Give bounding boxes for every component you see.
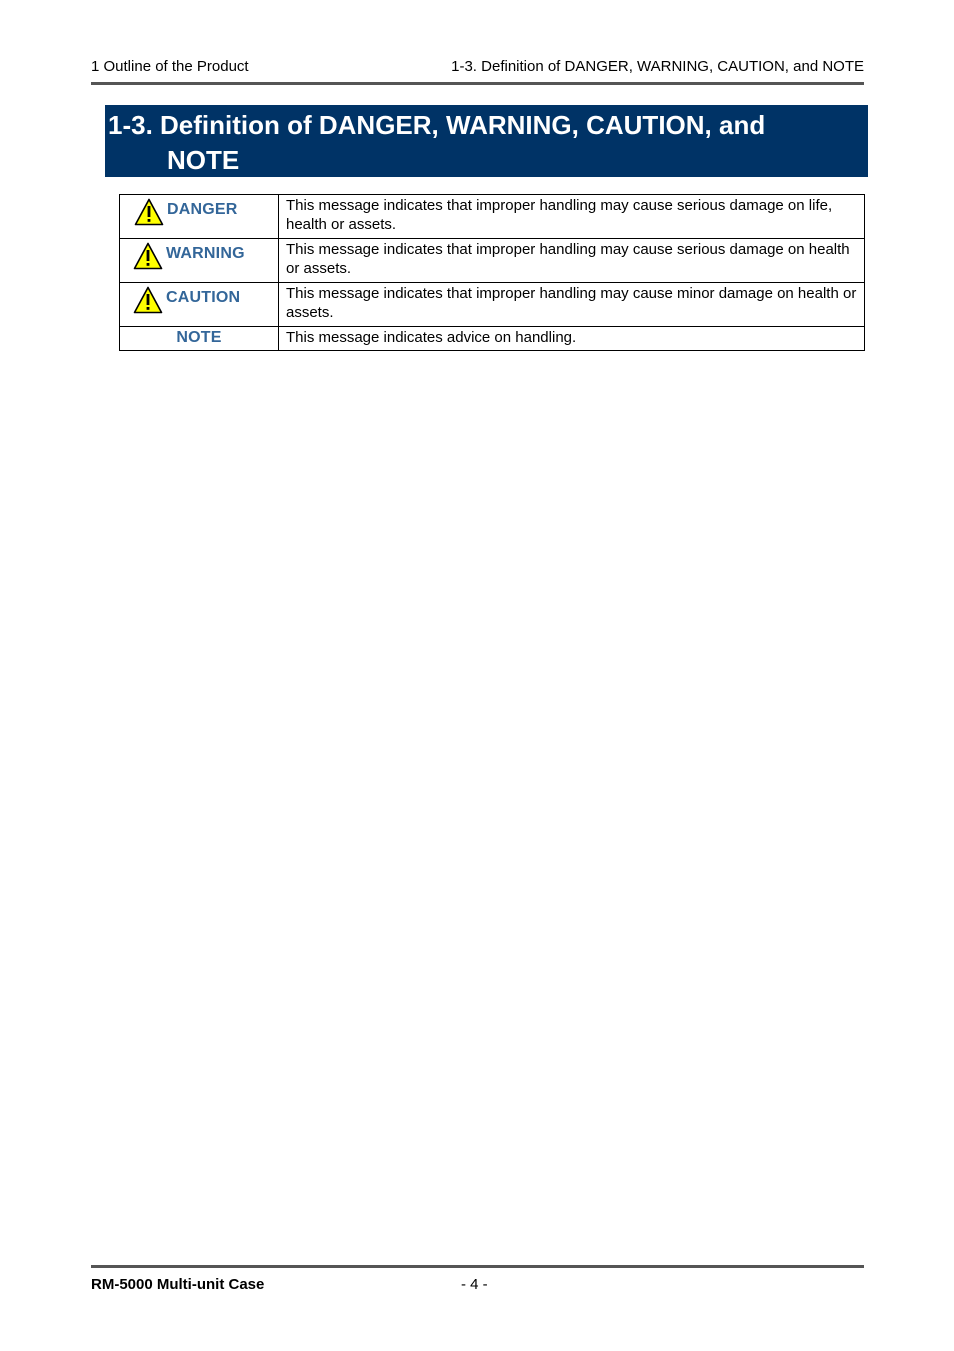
definitions-table <box>119 194 865 351</box>
label-cell-caution <box>120 283 279 327</box>
table-row <box>120 239 865 283</box>
warning-triangle-icon <box>133 242 163 270</box>
section-title-band <box>105 105 868 177</box>
label-cell-danger <box>120 195 279 239</box>
description-warning: This message indicates that improper handling may cause serious damage on health or assets. <box>279 239 865 283</box>
footer-product-name: RM-5000 Multi-unit Case <box>91 1276 265 1293</box>
warning-triangle-icon <box>134 198 164 226</box>
label-cell-warning <box>120 239 279 283</box>
table-row <box>120 195 865 239</box>
label-note: NOTE <box>176 329 222 346</box>
description-note: This message indicates advice on handling. <box>279 327 865 351</box>
description-danger: This message indicates that improper handling may cause serious damage on life, health or assets. <box>279 195 865 239</box>
running-header-chapter: 1 Outline of the Product <box>91 58 249 75</box>
section-title-line2: NOTE <box>167 145 240 175</box>
table-row <box>120 327 865 351</box>
label-warning: WARNING <box>166 245 245 262</box>
table-row <box>120 283 865 327</box>
header-divider <box>91 82 864 85</box>
page-number: - 4 - <box>461 1276 488 1293</box>
label-caution: CAUTION <box>166 289 241 306</box>
footer-divider <box>91 1265 864 1268</box>
description-caution: This message indicates that improper handling may cause minor damage on health or assets. <box>279 283 865 327</box>
running-header-section: 1-3. Definition of DANGER, WARNING, CAUTION, and NOTE <box>451 58 864 75</box>
warning-triangle-icon <box>133 286 163 314</box>
section-title-line1: 1-3. Definition of DANGER, WARNING, CAUTION, and <box>108 110 766 140</box>
label-cell-note <box>120 327 279 351</box>
label-danger: DANGER <box>167 201 238 218</box>
